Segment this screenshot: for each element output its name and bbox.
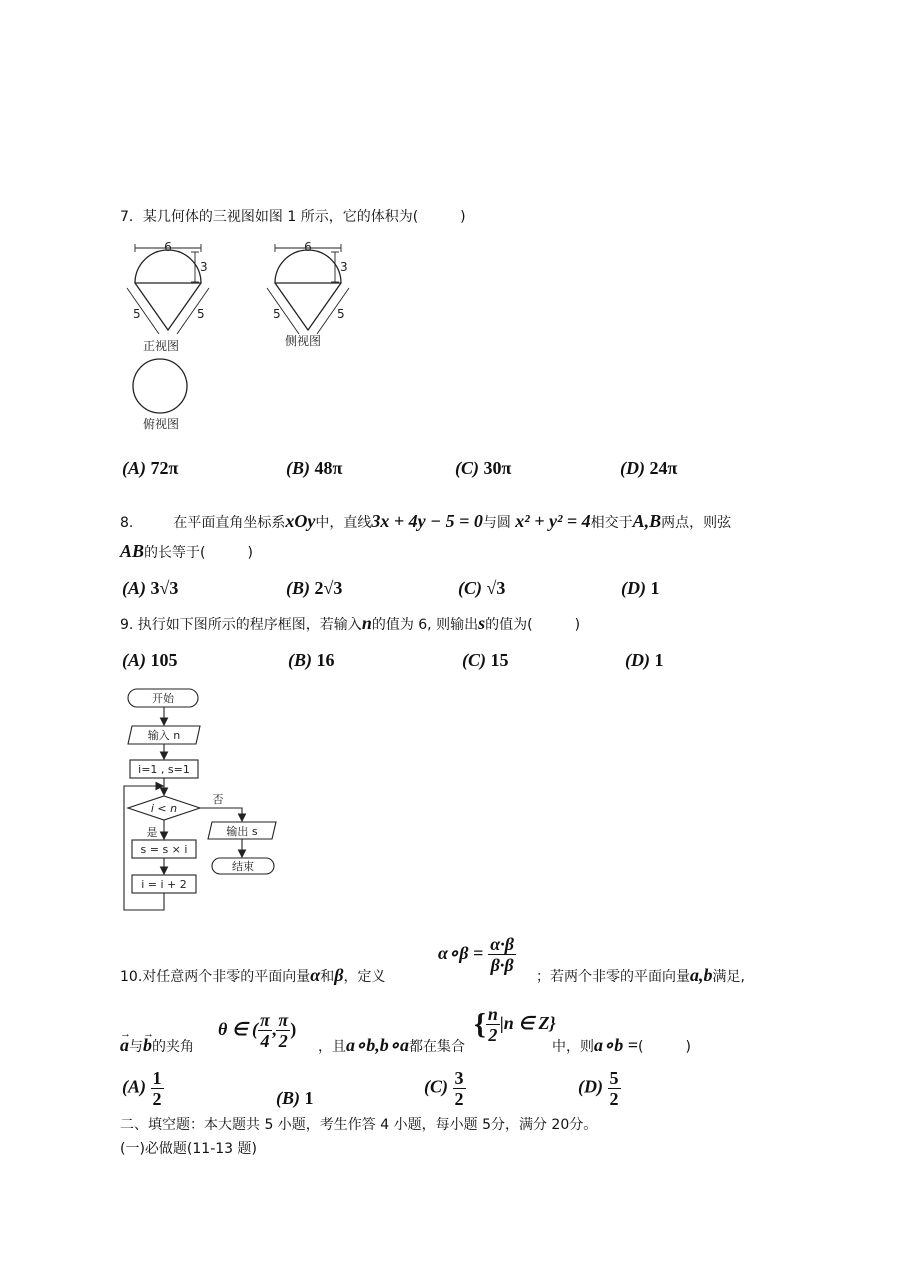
top-view-label: 俯视图 bbox=[142, 417, 180, 431]
q7-option-d[interactable]: (D) 24π bbox=[620, 458, 678, 478]
q10-stem-line2-start: → a与→ b的夹角 bbox=[120, 1036, 194, 1056]
front-dim-slant-right: 5 bbox=[197, 307, 205, 321]
q9-stem: 9. 执行如下图所示的程序框图，若输入n的值为 6, 则输出s的值为( ) bbox=[120, 613, 581, 633]
side-dim-slant-left: 5 bbox=[273, 307, 281, 321]
section2-subtitle: (一)必做题(11-13 题) bbox=[120, 1141, 257, 1157]
front-dim-cap: 3 bbox=[200, 260, 208, 274]
flow-step1-text: s = s × i bbox=[140, 843, 188, 856]
flow-output-text: 输出 s bbox=[226, 825, 258, 838]
q8-option-b[interactable]: (B) 2√3 bbox=[286, 578, 343, 598]
q7-option-b[interactable]: (B) 48π bbox=[286, 458, 343, 478]
q8-option-d[interactable]: (D) 1 bbox=[621, 578, 660, 598]
q9-option-c[interactable]: (C) 15 bbox=[462, 650, 509, 670]
q7-stem: 7．某几何体的三视图如图 1 所示，它的体积为( ) bbox=[120, 209, 466, 225]
q10-option-d[interactable]: (D) $\frac{5}{2}$ bbox=[578, 1068, 619, 1109]
q10-theta-range: θ ∈ ( $\frac{\pi}{4}$ , $\frac{\pi}{2}$ ) bbox=[218, 1010, 297, 1051]
side-dim-slant-right: 5 bbox=[337, 307, 345, 321]
q10-option-c[interactable]: (C) $\frac{3}{2}$ bbox=[424, 1068, 464, 1109]
side-dim-cap: 3 bbox=[340, 260, 348, 274]
flow-start-text: 开始 bbox=[152, 692, 174, 705]
front-dim-slant-left: 5 bbox=[133, 307, 141, 321]
q10-stem-line1-start: 10.对任意两个非零的平面向量α和β，定义 bbox=[120, 965, 386, 985]
front-view-shape bbox=[135, 250, 201, 330]
q8-option-c[interactable]: (C) √3 bbox=[458, 578, 506, 598]
flow-yes-label: 是 bbox=[146, 826, 158, 839]
top-view-circle bbox=[133, 359, 187, 413]
q9-option-a[interactable]: (A) 105 bbox=[122, 650, 178, 670]
q10-definition: α∘β = $\frac{\alpha\cdot\beta}{\beta\cdot\beta}$ bbox=[438, 934, 514, 975]
flow-cond-text: i < n bbox=[150, 802, 178, 815]
q9-option-d[interactable]: (D) 1 bbox=[625, 650, 664, 670]
q7-option-a[interactable]: (A) 72π bbox=[122, 458, 179, 478]
q10-stem-line2-mid: ，且a∘b,b∘a都在集合 bbox=[318, 1035, 466, 1055]
q10-stem-line2-end: 中，则a∘b =( ) bbox=[552, 1035, 691, 1055]
flow-no-label: 否 bbox=[212, 793, 224, 806]
q10-stem-line1-end: ；若两个非零的平面向量a,b满足, bbox=[536, 965, 745, 985]
q10-option-a[interactable]: (A) $\frac{1}{2}$ bbox=[122, 1068, 162, 1109]
side-view-shape bbox=[275, 250, 341, 330]
flow-step2-text: i = i + 2 bbox=[141, 878, 187, 891]
q9-option-b[interactable]: (B) 16 bbox=[288, 650, 335, 670]
section2-title: 二、填空题：本大题共 5 小题，考生作答 4 小题，每小题 5分，满分 20分。 bbox=[120, 1117, 598, 1133]
front-dim-width: 6 bbox=[164, 240, 172, 254]
q10-set: { $\frac{n}{2}$ |n ∈ Z} bbox=[474, 1004, 556, 1045]
flow-input-text: 输入 n bbox=[147, 729, 181, 742]
q9-flowchart bbox=[118, 684, 288, 916]
q8-option-a[interactable]: (A) 3√3 bbox=[122, 578, 179, 598]
q8-stem-line2: AB的长等于( ) bbox=[120, 541, 253, 561]
side-view-label: 侧视图 bbox=[284, 334, 322, 348]
side-dim-width: 6 bbox=[304, 240, 312, 254]
front-view-label: 正视图 bbox=[142, 339, 180, 353]
q7-three-view-figure bbox=[115, 238, 355, 438]
flow-end-text: 结束 bbox=[232, 860, 254, 873]
flow-init-text: i=1 , s=1 bbox=[138, 763, 190, 776]
q8-stem-line1: 8. 在平面直角坐标系xOy中，直线3x + 4y − 5 = 0与圆 x² + y² = 4相交于A,B两点，则弦 bbox=[120, 511, 732, 531]
q10-option-b[interactable]: (B) 1 bbox=[276, 1088, 314, 1108]
q7-option-c[interactable]: (C) 30π bbox=[455, 458, 512, 478]
